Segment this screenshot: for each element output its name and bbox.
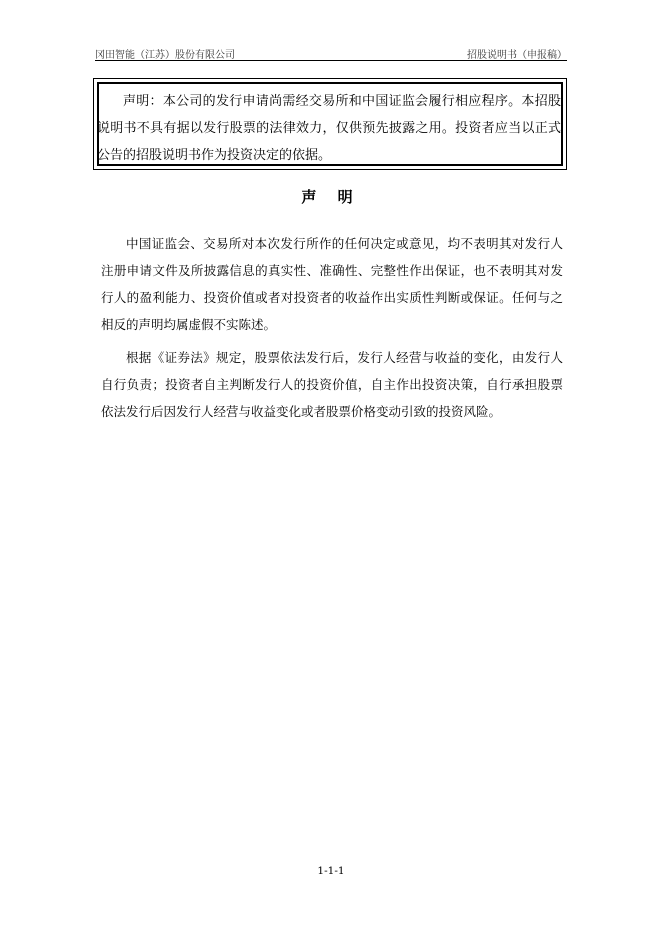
section-body [101, 230, 563, 431]
notice-text: 声明：本公司的发行申请尚需经交易所和中国证监会履行相应程序。本招股说明书不具有据以发行股票的法律效力，仅供预先披露之用。投资者应当以正式公告的招股说明书作为投资决定的依据。 [97, 94, 561, 163]
section-title: 声 明 [301, 188, 361, 206]
page-number: 1-1-1 [317, 865, 345, 877]
page-header [95, 44, 567, 61]
header-company-name: 冈田智能（江苏）股份有限公司 [95, 50, 235, 61]
notice-box [93, 78, 567, 170]
paragraph-1: 中国证监会、交易所对本次发行所作的任何决定或意见，均不表明其对发行人注册申请文件及所披露信息的真实性、准确性、完整性作出保证，也不表明其对发行人的盈利能力、投资价值或者对投资者的收益作出实质性判断或保证。任何与之相反的声明均属虚假不实陈述。 [101, 236, 563, 332]
header-document-title: 招股说明书（申报稿） [467, 50, 567, 61]
paragraph-2: 根据《证券法》规定，股票依法发行后，发行人经营与收益的变化，由发行人自行负责；投资者自主判断发行人的投资价值，自主作出投资决策，自行承担股票依法发行后因发行人经营与收益变化或者股票价格变动引致的投资风险。 [101, 350, 563, 419]
